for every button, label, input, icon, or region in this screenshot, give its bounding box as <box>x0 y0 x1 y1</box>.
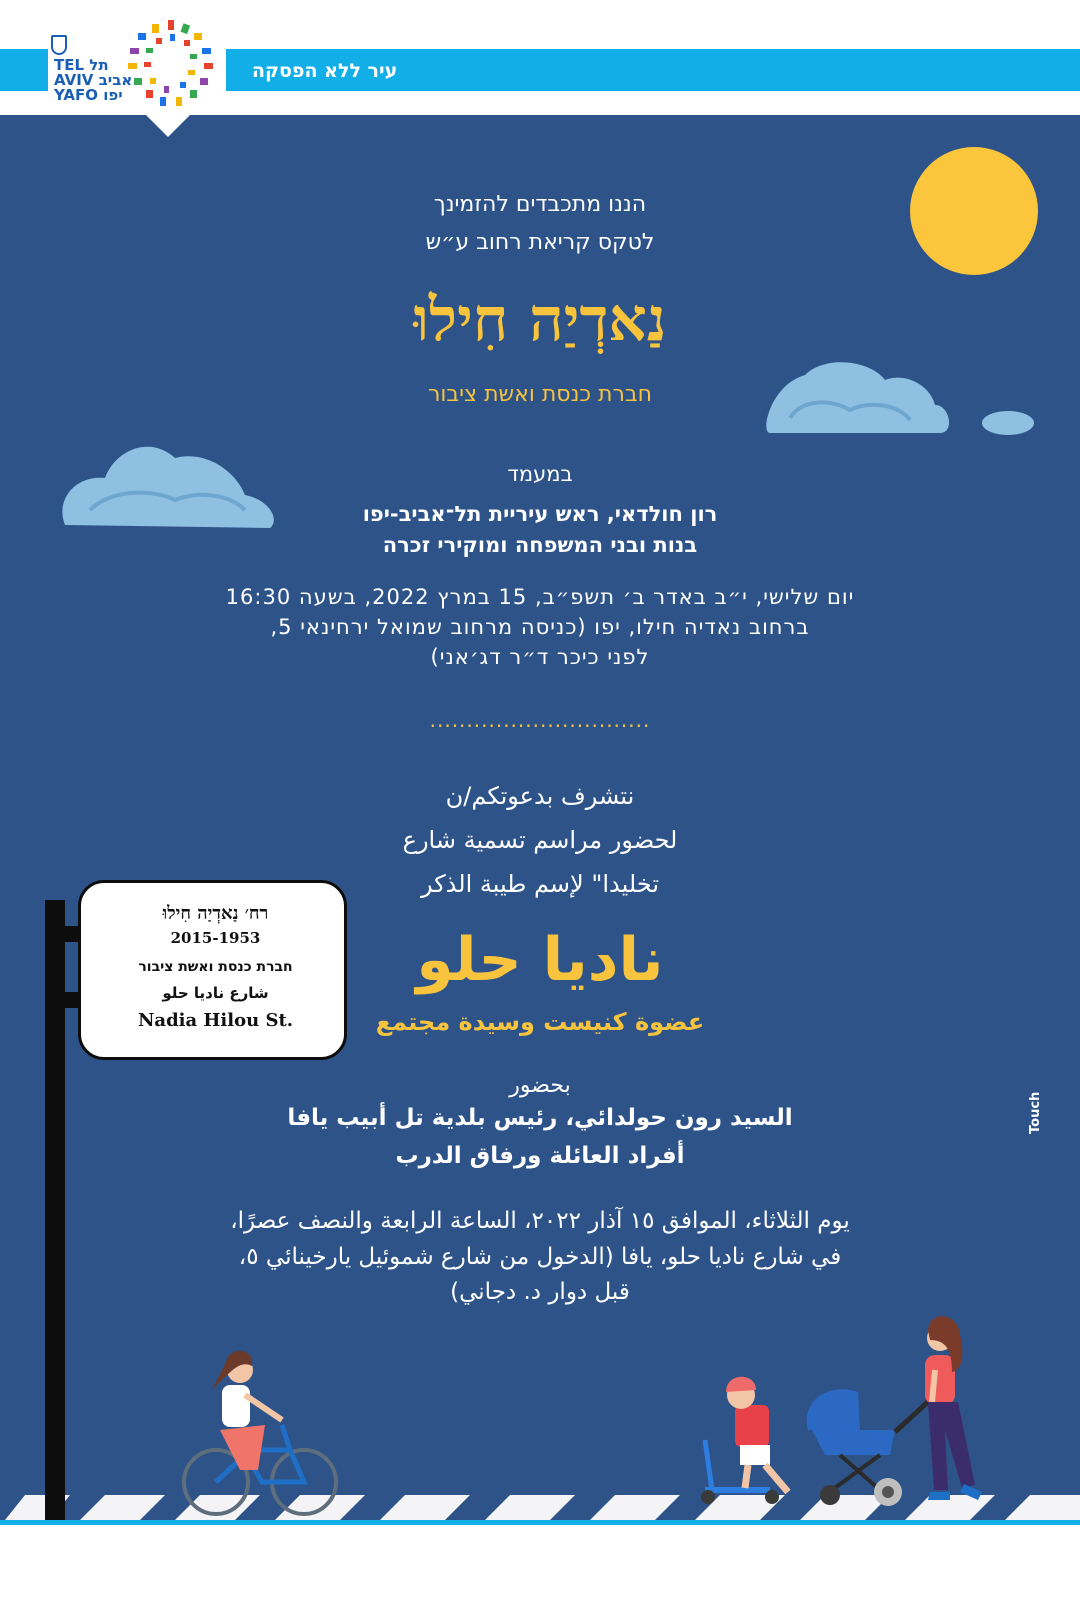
arabic-place-line-2: قبل دوار د. دجاني) <box>450 1279 630 1305</box>
arabic-place-line-1: في شارع ناديا حلو، يافا (الدخول من شارع شموئيل يارخينائي ٥، <box>238 1244 842 1270</box>
sign-english-name: Nadia Hilou St. <box>137 1010 294 1031</box>
logo-line-1: TEL תל <box>54 56 109 74</box>
arabic-date-line: يوم الثلاثاء، الموافق ١٥ آذار ٢٠٢٢، الساعة الرابعة والنصف عصرًا، <box>230 1208 850 1234</box>
hebrew-honoree-name: נַאדְיַה חִילוּ <box>413 285 667 355</box>
arabic-invite-line-3: تخليدا" لإسم طيبة الذكر <box>420 870 660 898</box>
arabic-guest-line: السيد رون حولدائي، رئيس بلدية تل أبيب يافا <box>287 1105 793 1131</box>
city-logo <box>54 58 132 103</box>
hebrew-family-line: בנות ובני המשפחה ומוקירי זכרה <box>382 533 698 557</box>
hebrew-invite-line-1: הננו מתכבדים להזמינך <box>433 192 647 217</box>
header-notch <box>146 115 190 137</box>
arabic-invite-line-2: لحضور مراسم تسمية شارع <box>402 826 678 854</box>
arabic-family-line: أفراد العائلة ورفاق الدرب <box>395 1143 685 1169</box>
arabic-honoree-role: عضوة كنيست وسيدة مجتمع <box>375 1008 705 1036</box>
confetti-logo-icon <box>124 18 216 110</box>
hebrew-honoree-role: חברת כנסת ואשת ציבור <box>428 382 652 407</box>
sign-hebrew-role: חברת כנסת ואשת ציבור <box>138 959 293 975</box>
logo-line-2: AVIV אביב <box>54 71 133 89</box>
section-divider: .............................. <box>429 708 651 732</box>
designer-credit: Touch <box>1028 1091 1043 1134</box>
street-sign <box>78 880 347 1060</box>
arabic-presence-label: بحضور <box>509 1073 571 1098</box>
arabic-invite-line-1: نتشرف بدعوتكم/ن <box>445 782 635 810</box>
hebrew-presence-label: במעמד <box>507 462 573 486</box>
header <box>0 0 1080 115</box>
arabic-honoree-name: ناديا حلو <box>416 925 664 995</box>
hebrew-date-line: יום שלישי, י״ב באדר ב׳ תשפ״ב, 15 במרץ 2022, בשעה 16:30 <box>225 585 855 609</box>
road-line <box>0 1520 1080 1525</box>
sign-hebrew-name: רח׳ נַאדְיַה חִילוּ <box>162 903 269 924</box>
city-emblem-icon <box>51 35 67 55</box>
hebrew-guest-line: רון חולדאי, ראש עיריית תל־אביב-יפו <box>362 502 718 526</box>
sign-years: 2015-1953 <box>170 929 261 947</box>
hebrew-place-line-1: ברחוב נאדיה חילו, יפו (כניסה מרחוב שמואל ירחינאי 5, <box>270 615 810 639</box>
logo-line-3: YAFO יפו <box>54 86 123 104</box>
sign-arabic-name: شارع ناديا حلو <box>162 984 269 1002</box>
hebrew-invite-line-2: לטקס קריאת רחוב ע״ש <box>425 230 655 255</box>
header-slogan: עיר ללא הפסקה <box>252 60 398 82</box>
hebrew-place-line-2: לפני כיכר ד״ר דג׳אני) <box>430 645 650 669</box>
